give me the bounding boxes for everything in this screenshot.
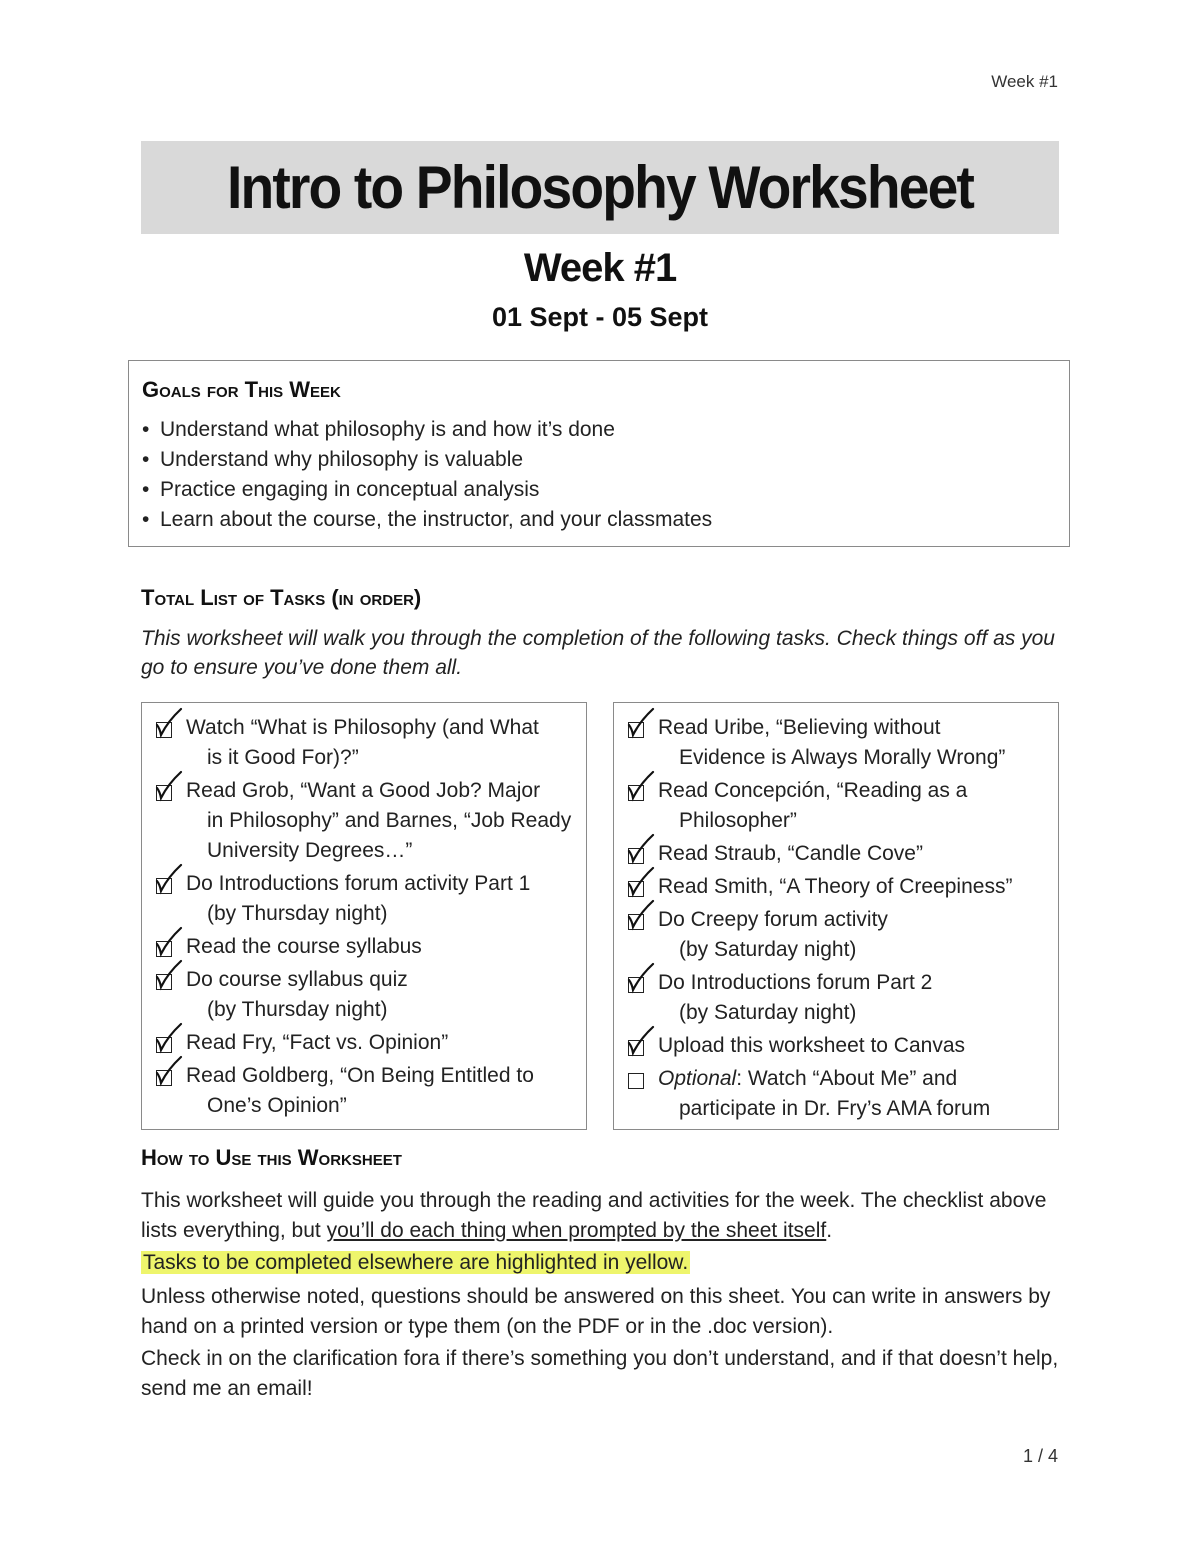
handwritten-checkmark-icon	[624, 962, 656, 996]
task-text: Do Creepy forum activity	[658, 908, 888, 931]
task-item	[620, 713, 1052, 773]
goal-list	[142, 415, 1056, 535]
handwritten-checkmark-icon	[624, 866, 656, 900]
goal-item: • Practice engaging in conceptual analysis	[142, 475, 1056, 505]
task-column-left	[141, 702, 587, 1130]
task-item	[620, 1031, 1052, 1061]
tasks-heading: Total List of Tasks (in order)	[141, 585, 422, 610]
task-text: Do Introductions forum Part 2	[658, 971, 933, 994]
task-text-continued: (by Thursday night)	[207, 902, 388, 925]
task-text-continued: (by Saturday night)	[679, 1001, 857, 1024]
howto-p1-start: This worksheet will guide you through the reading and activities for the week. The checklist above lists everything, but	[141, 1189, 1047, 1242]
goal-item: • Understand what philosophy is and how it’s done	[142, 415, 1056, 445]
optional-task-item	[620, 1064, 1052, 1124]
handwritten-checkmark-icon	[624, 833, 656, 867]
task-item	[620, 839, 1052, 869]
task-item	[620, 968, 1052, 1028]
highlight-note	[141, 1248, 1071, 1278]
task-text: Read Grob, “Want a Good Job? Major	[186, 779, 541, 802]
task-item	[620, 776, 1052, 836]
handwritten-checkmark-icon	[152, 926, 184, 960]
task-text: Read Uribe, “Believing without	[658, 716, 941, 739]
task-text: Watch “What is Philosophy (and What	[186, 716, 539, 739]
task-text: Read Concepción, “Reading as a	[658, 779, 968, 802]
task-text-continued: is it Good For)?”	[207, 746, 359, 769]
task-text-continued: Philosopher”	[679, 809, 797, 832]
date-range: 01 Sept - 05 Sept	[491, 302, 709, 332]
task-column-right	[613, 702, 1059, 1130]
task-text: Read Smith, “A Theory of Creepiness”	[658, 875, 1013, 898]
handwritten-checkmark-icon	[624, 899, 656, 933]
howto-paragraph-3: Unless otherwise noted, questions should be answered on this sheet. You can write in answers by hand on a printed version or type them (on the PDF or in the .doc version).	[141, 1285, 1051, 1338]
task-item	[148, 713, 580, 773]
optional-task-list	[620, 1064, 1052, 1124]
goal-item: • Understand why philosophy is valuable	[142, 445, 1056, 475]
task-item	[620, 872, 1052, 902]
optional-text-continued: participate in Dr. Fry’s AMA forum	[679, 1097, 991, 1120]
task-text: Read Goldberg, “On Being Entitled to	[186, 1064, 534, 1087]
task-text: Do course syllabus quiz	[186, 968, 408, 991]
handwritten-checkmark-icon	[624, 1025, 656, 1059]
page-title: Intro to Philosophy Worksheet	[226, 154, 974, 221]
task-item	[148, 776, 580, 866]
task-text-continued: (by Thursday night)	[207, 998, 388, 1021]
task-text-continued: One’s Opinion”	[207, 1094, 347, 1117]
howto-p1-end: .	[826, 1219, 833, 1242]
title-banner	[141, 141, 1059, 234]
task-item	[148, 1061, 580, 1121]
howto-paragraph-4: Check in on the clarification fora if there’s something you don’t understand, and if that doesn’t help, send me an email!	[141, 1347, 1059, 1400]
goals-box	[128, 360, 1070, 547]
highlighted-text: Tasks to be completed elsewhere are highlighted in yellow.	[143, 1251, 689, 1274]
task-list-left	[148, 713, 580, 1121]
handwritten-checkmark-icon	[624, 770, 656, 804]
task-text: Read Fry, “Fact vs. Opinion”	[186, 1031, 449, 1054]
goals-heading: Goals for This Week	[142, 377, 341, 402]
optional-text: : Watch “About Me” and	[736, 1067, 958, 1090]
running-header: Week #1	[991, 72, 1058, 91]
tasks-intro: This worksheet will walk you through the completion of the following tasks. Check things off as you go to ensure you’ve done them all.	[141, 627, 1055, 679]
handwritten-checkmark-icon	[152, 770, 184, 804]
optional-label: Optional	[658, 1067, 737, 1090]
task-text: Upload this worksheet to Canvas	[658, 1034, 965, 1057]
task-text: Do Introductions forum activity Part 1	[186, 872, 531, 895]
task-item	[148, 932, 580, 962]
handwritten-checkmark-icon	[624, 707, 656, 741]
goal-item: • Learn about the course, the instructor, and your classmates	[142, 505, 1056, 535]
page-number: 1 / 4	[1022, 1446, 1058, 1466]
handwritten-checkmark-icon	[152, 1055, 184, 1089]
task-text-continued: Evidence is Always Morally Wrong”	[679, 746, 1006, 769]
week-heading: Week #1	[523, 246, 677, 290]
task-item	[148, 965, 580, 1025]
howto-heading: How to Use this Worksheet	[141, 1145, 402, 1170]
checkbox-icon[interactable]	[628, 1073, 644, 1089]
handwritten-checkmark-icon	[152, 959, 184, 993]
handwritten-checkmark-icon	[152, 863, 184, 897]
howto-paragraph-1	[141, 1186, 1071, 1246]
task-item	[148, 1028, 580, 1058]
handwritten-checkmark-icon	[152, 1022, 184, 1056]
handwritten-checkmark-icon	[152, 707, 184, 741]
task-text: Read the course syllabus	[186, 935, 422, 958]
task-list-right	[620, 713, 1052, 1061]
task-item	[620, 905, 1052, 965]
task-text-continued: (by Saturday night)	[679, 938, 857, 961]
task-text-continued: in Philosophy” and Barnes, “Job Ready University Degrees…”	[207, 809, 572, 862]
task-item	[148, 869, 580, 929]
howto-p1-underlined: you’ll do each thing when prompted by the sheet itself	[326, 1219, 827, 1242]
task-text: Read Straub, “Candle Cove”	[658, 842, 923, 865]
